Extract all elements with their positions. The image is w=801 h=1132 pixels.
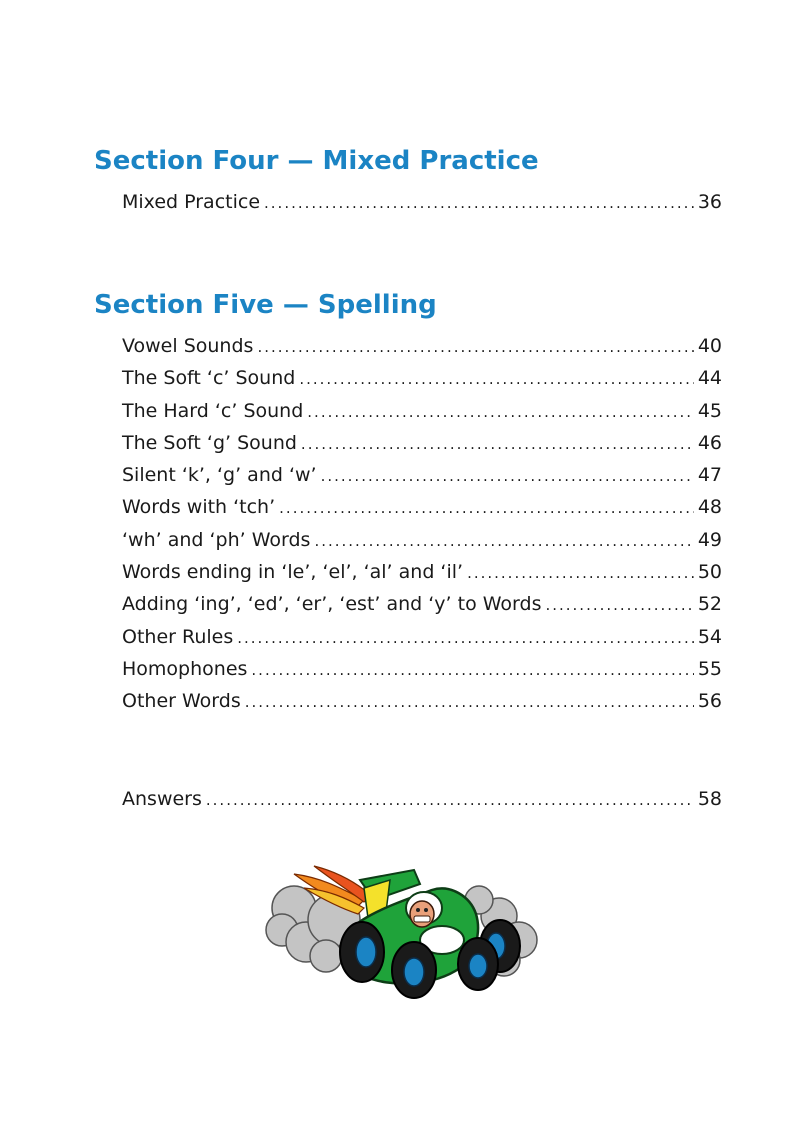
toc-entry-page: 44 — [697, 367, 722, 390]
toc-dot-leader — [279, 492, 694, 524]
toc-entry[interactable] — [122, 588, 722, 620]
toc-entry-page: 49 — [697, 528, 722, 551]
racing-car-illustration-icon — [264, 860, 544, 1008]
toc-entry-title: The Soft ‘g’ Sound — [122, 431, 297, 454]
toc-entry-title: The Soft ‘c’ Sound — [122, 367, 296, 390]
toc-entry-title: Vowel Sounds — [122, 335, 254, 357]
section-four-list — [122, 186, 722, 218]
section-five-heading: Section Five — Spelling — [94, 290, 437, 320]
toc-entry-title: Adding ‘ing’, ‘ed’, ‘er’, ‘est’ and ‘y’ to Words — [122, 593, 542, 616]
toc-entry-page: 47 — [697, 464, 722, 487]
toc-entry-title: Other Rules — [122, 625, 234, 648]
toc-entry[interactable] — [122, 186, 722, 218]
toc-entry[interactable] — [122, 653, 722, 685]
toc-entry-page: 46 — [697, 431, 722, 454]
toc-entry-title: The Hard ‘c’ Sound — [122, 399, 304, 422]
toc-dot-leader — [321, 460, 694, 492]
toc-entry-title: Answers — [122, 788, 202, 810]
toc-entry[interactable] — [122, 556, 722, 588]
toc-entry-title: Mixed Practice — [122, 191, 261, 213]
toc-entry[interactable] — [122, 395, 722, 427]
toc-entry[interactable] — [122, 427, 722, 459]
toc-dot-leader — [237, 622, 694, 654]
driver-head-icon — [410, 901, 434, 927]
toc-entry[interactable] — [122, 330, 722, 362]
toc-dot-leader — [245, 686, 694, 718]
toc-entry-page: 56 — [697, 690, 722, 713]
toc-entry-page: 45 — [697, 399, 722, 422]
toc-dot-leader — [206, 784, 694, 816]
toc-dot-leader — [301, 428, 694, 460]
toc-entry-title: Homophones — [122, 657, 248, 680]
section-five-list — [122, 330, 722, 718]
toc-entry-answers[interactable] — [122, 783, 722, 815]
toc-entry-page: 58 — [697, 788, 722, 810]
toc-entry-title: ‘wh’ and ‘ph’ Words — [122, 528, 311, 551]
toc-dot-leader — [264, 187, 694, 219]
toc-entry-title: Words ending in ‘le’, ‘el’, ‘al’ and ‘il’ — [122, 561, 464, 584]
toc-entry-page: 50 — [697, 561, 722, 584]
toc-dot-leader — [251, 654, 693, 686]
toc-entry[interactable] — [122, 621, 722, 653]
toc-entry[interactable] — [122, 362, 722, 394]
section-four-heading: Section Four — Mixed Practice — [94, 146, 539, 176]
toc-entry[interactable] — [122, 524, 722, 556]
toc-entry[interactable] — [122, 459, 722, 491]
toc-entry-page: 54 — [697, 625, 722, 648]
toc-entry-page: 52 — [697, 593, 722, 616]
toc-entry-page: 40 — [697, 335, 722, 357]
toc-dot-leader — [545, 589, 693, 621]
toc-dot-leader — [307, 396, 694, 428]
toc-entry-title: Other Words — [122, 690, 241, 713]
toc-entry-title: Silent ‘k’, ‘g’ and ‘w’ — [122, 464, 317, 487]
answers-list — [122, 783, 722, 815]
toc-dot-leader — [314, 525, 693, 557]
toc-entry[interactable] — [122, 491, 722, 523]
toc-dot-leader — [299, 363, 694, 395]
toc-entry-page: 48 — [697, 496, 722, 519]
toc-dot-leader — [467, 557, 694, 589]
toc-entry[interactable] — [122, 685, 722, 717]
toc-dot-leader — [257, 331, 693, 363]
toc-entry-page: 55 — [697, 657, 722, 680]
toc-entry-title: Words with ‘tch’ — [122, 496, 276, 519]
toc-entry-page: 36 — [697, 191, 722, 213]
